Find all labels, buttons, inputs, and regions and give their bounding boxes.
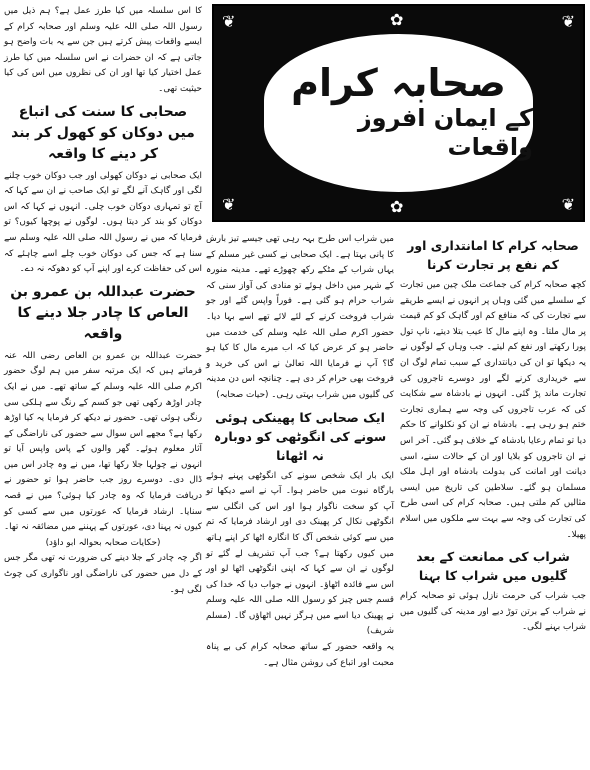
intro-paragraph: کا اس سلسلہ میں کیا طرز عمل ہے؟ ہم ذیل میں رسول اللہ صلی اللہ علیہ وسلم اور صحابہ کرام کے ایسے واقعات پیش کرتے ہیں جن سے یہ بات واضح ہو جاتی ہے کہ ان حضرات نے اس سلسلہ میں کیا طرز عمل اختیار کیا تھا اور ان کی نظروں میں اس کی کیا حیثیت تھی۔: [4, 6, 202, 94]
body-paragraph: جب شراب کی حرمت نازل ہوئی تو صحابہ کرام نے شراب کے برتن توڑ دیے اور مدینہ کی گلیوں میں شراب بہنے لگی۔: [400, 591, 586, 633]
right-column: [400, 232, 586, 636]
body-paragraph: اگر چہ چادر کے جلا دینے کی ضرورت نہ تھی مگر جس کے دل میں حضور کی ناراضگی اور ناگواری کی چوٹ لگی ہو۔: [4, 553, 202, 595]
body-paragraph: یہ واقعہ حضور کے ساتھ صحابہ کرام کی بے پناہ محبت اور اتباع کی روشن مثال ہے۔: [206, 642, 394, 668]
section-heading: صحابہ کرام کا امانتداری اور کم نفع پر تجارت کرنا: [407, 238, 579, 272]
body-paragraph: میں شراب اس طرح بہہ رہی تھی جیسے تیز بارش کا پانی بہتا ہے۔ ایک صحابی نے کسی غیر مسلم کے یہاں شراب کے مٹکے رکھ چھوڑے تھے۔ مدینہ منورہ کے شہر میں داخل ہوئے تو منادی کی آواز سنی کہ شراب حرام ہو گئی ہے۔ فوراً واپس گئے اور جو شراب فروخت کرنے کے لئے لائے تھے اسے بہا دیا۔ حضور اکرم صلی اللہ علیہ وسلم کی خدمت میں حاضر ہو کر عرض کیا کہ اب میرے مال کا کیا ہو گا؟ آپ نے فرمایا اللہ تعالیٰ نے اس کی خرید و فروخت بھی حرام کر دی ہے۔ چنانچہ اس دن مدینہ کی گلیوں میں شراب بہتی رہی۔ (حیات صحابہ): [206, 234, 394, 400]
body-paragraph: ایک بار ایک شخص سونے کی انگوٹھی پہنے ہوئے بارگاہ نبوت میں حاضر ہوا۔ آپ نے اسے دیکھا تو آپ کو سخت ناگوار ہوا اور اس کی انگلی سے انگوٹھی نکال کر پھینک دی اور ارشاد فرمایا کہ تم میں سے کوئی شخص آگ کا انگارہ اٹھا کر اپنے ہاتھ میں کیوں رکھتا ہے؟ جب آپ تشریف لے گئے تو لوگوں نے ان سے کہا کہ اپنی انگوٹھی اٹھا لو اور اس سے فائدہ اٹھاؤ۔ انہوں نے جواب دیا کہ خدا کی قسم جس چیز کو رسول اللہ صلی اللہ علیہ وسلم نے پھینک دیا اسے میں ہرگز نہیں اٹھاؤں گا۔ (مسلم شریف): [206, 470, 394, 637]
section-heading: شراب کی ممانعت کے بعد گلیوں میں شراب کا بہنا: [416, 549, 570, 584]
vine-leaf-icon: ❦: [222, 195, 236, 214]
title-banner: [212, 4, 585, 222]
title-oval: [264, 34, 533, 192]
section-heading: حضرت عبداللہ بن عمرو بن العاص کا چادر جلا دینے کا واقعہ: [10, 283, 196, 342]
vine-leaf-icon: ✿: [390, 10, 404, 29]
vine-leaf-icon: ❦: [222, 12, 236, 31]
citation: (حکایات صحابہ بحوالہ ابو داؤد): [45, 537, 161, 548]
vine-leaf-icon: ❦: [561, 12, 575, 31]
vine-leaf-icon: ✿: [390, 197, 404, 216]
body-paragraph: ایک صحابی نے دوکان کھولی اور جب دوکان خوب چلنے لگی اور گاہک آنے لگے تو ایک صاحب نے ان سے کہا کہ آج تو تمہاری دوکان خوب چلی۔ انہوں نے کہا کہ اس دوکان کو بند کر دیتا ہوں۔ لوگوں نے پوچھا کیوں؟ تو فرمایا کہ میں نے رسول اللہ صلی اللہ علیہ وسلم سے سنا ہے کہ جس کی دوکان خوب چلے اسے چاہئے کہ اس کی حفاظت کرے اور اپنے آپ کو دھوکہ نہ دے۔: [4, 170, 202, 275]
left-column: [4, 4, 202, 598]
section-heading: ایک صحابی کا پھینکی ہوئی سونے کی انگوٹھی کو دوبارہ نہ اٹھانا: [213, 409, 387, 463]
page-title: صحابہ کرام: [291, 61, 506, 106]
section-heading: صحابی کا سنت کی اتباع میں دوکان کو کھول کر بند کر دینے کا واقعہ: [11, 103, 195, 162]
body-paragraph: حضرت عبداللہ بن عمرو بن العاص رضی اللہ عنہ فرماتے ہیں کہ ایک مرتبہ سفر میں ہم لوگ حضور اکرم صلی اللہ علیہ وسلم کے ساتھ تھے۔ میں نے ایک چادر اوڑھ رکھی تھی جو کسم کے رنگ سے ہلکی سی رنگی ہوئی تھی۔ حضور نے دیکھ کر فرمایا یہ کیا اوڑھ رکھا ہے؟ مجھے اس سوال سے حضور کی ناراضگی کے آثار معلوم ہوئے۔ گھر والوں کے پاس واپس آیا تو انہوں نے چولہا جلا رکھا تھا، میں نے وہ چادر اس میں ڈال دی۔ دوسرے روز جب حاضر ہوا تو حضور نے دریافت فرمایا کہ وہ چادر کیا ہوئی؟ میں نے قصہ سنایا۔ ارشاد فرمایا کہ عورتوں میں سے کسی کو کیوں نہ پہنا دی، عورتوں کے پہننے میں مضائقہ نہ تھا۔: [4, 350, 202, 533]
middle-column: [206, 232, 394, 671]
vine-leaf-icon: ❦: [561, 195, 575, 214]
page-subtitle: کے ایمان افروز واقعات: [357, 104, 533, 161]
body-paragraph: کچھ صحابہ کرام کی جماعت ملک چین میں تجارت کے سلسلے میں گئی وہاں پر انہوں نے ایسے طریقے سے تجارت کی کہ منافع کم اور گاہک کو کم قیمت پر مال ملتا۔ وہ اپنے مال کا عیب بتلا دیتے، ناپ تول پورا رکھتے اور نفع کم لیتے۔ جب وہاں کے لوگوں نے یہ دیکھا تو ان کی دیانتداری کے سبب تمام لوگ ان سے خریداری کرنے لگے اور دوسرے تاجروں کی تجارت ماند پڑ گئی۔ انہوں نے بادشاہ سے شکایت کی کہ عرب تاجروں کی وجہ سے ہماری تجارت ختم ہو رہی ہے۔ بادشاہ نے ان کو نکلوانے کا حکم دیا تو تمام رعایا بادشاہ کے خلاف ہو گئی۔ آخر اس نے ان تاجروں کو بلایا اور ان کے حالات سنے، اسی دیانت اور امانت کی بدولت بادشاہ اور اہل ملک مسلمان ہو گئے۔ سلاطین کی تاریخ میں ایسی مثالیں کم ملتی ہیں۔ صحابہ کرام کی اسی طرح کی تجارت کی وجہ سے بہت سے ملکوں میں اسلام پھیلا۔: [400, 280, 586, 540]
